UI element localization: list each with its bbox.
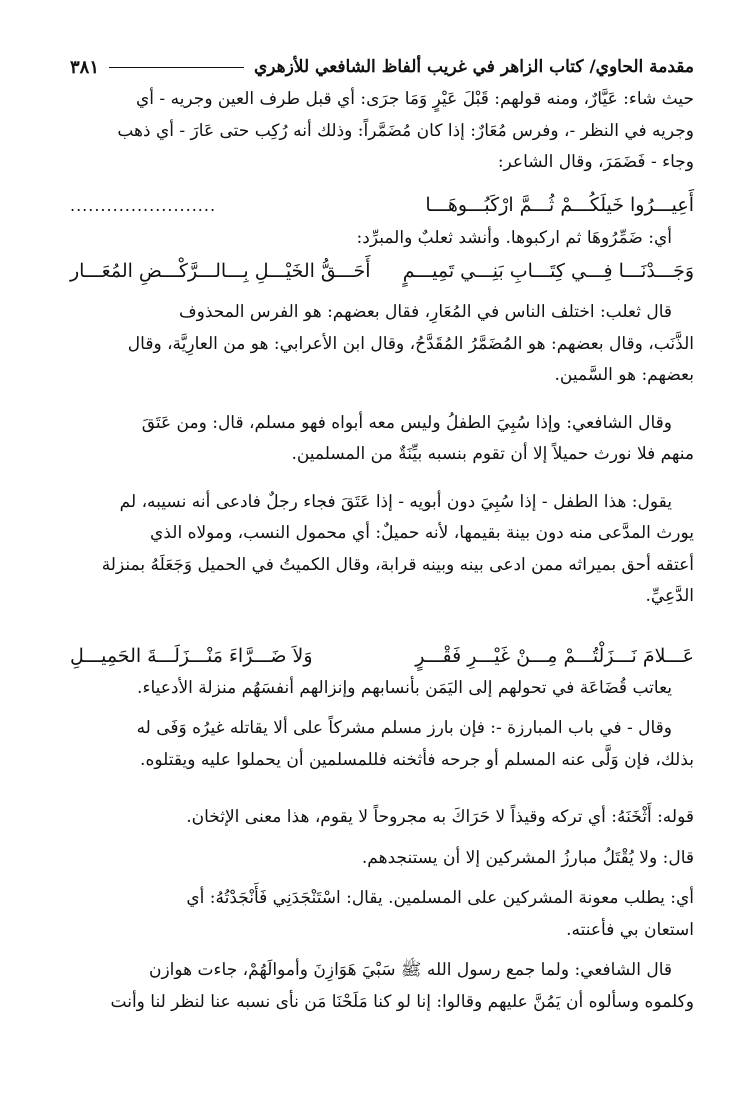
paragraph-hamil (70, 487, 694, 613)
text-line: استعان بي فأعنته. (566, 919, 694, 940)
text-line: وجاء - فَضَمَرَ، وقال الشاعر: (497, 152, 694, 172)
verse-first-hemistich: وَجَـــدْنَـــا فِـــي كِتَـــابِ بَنِـــي تَمِيـــمٍ (402, 260, 694, 282)
verse-line (70, 254, 694, 288)
header-rule (109, 67, 244, 68)
text-line: وكلموه وسألوه أن يَمُنَّ عليهم وقالوا: إنا لو كنا مَلَحْنَا مَن نأى نسبه عنا لنظر لنا وأنت (110, 991, 694, 1012)
paragraph-thalab (70, 297, 694, 392)
text-line: وقال الشافعي: وإذا سُبِيَ الطفلُ وليس معه أبواه فهو مسلم، قال: ومن عَتَقَ (141, 412, 672, 433)
text-line: يقول: هذا الطفل - إذا سُبِيَ دون أبويه - إذا عَتَقَ فجاء رجلٌ فادعى أنه نسيبه، لم (119, 491, 672, 512)
text-line: أي: ضَمِّرُوهَا ثم اركبوها. وأنشد ثعلبٌ والمبرِّد: (356, 227, 672, 248)
text-line: الدَّعِيِّ. (645, 586, 694, 606)
text-line: قال ثعلب: اختلف الناس في المُعَارِ، فقال بعضهم: هو الفرس المحذوف (179, 302, 672, 322)
verse-second-hemistich: وَلاَ ضَـــرَّاءَ مَنْـــزَلَـــةَ الحَمِيـــلِ (70, 644, 313, 667)
page-number: ٣٨١ (70, 56, 100, 78)
verse-line (70, 639, 694, 673)
text-line: قال الشافعي: ولما جمع رسول الله ﷺ سَبْيَ هَوَازِنَ وأموالَهُمْ، جاءت هوازن (148, 960, 672, 980)
text-line: بعضهم: هو السَّمين. (554, 365, 694, 385)
paragraph-mubaraza (70, 713, 694, 776)
text-line: يعاتب قُضَاعَة في تحولهم إلى اليَمَن بأنسابهم وإنزالهم أنفسَهُم منزلة الأدعياء. (137, 677, 672, 698)
paragraph-hawazin (70, 955, 694, 1018)
text-line: أعتقه أحق بميراثه ممن ادعى بينه وبينه قرابة، وقال الكميتُ في الحميل وَجَعَلَهُ بمنزلة (101, 554, 694, 575)
paragraph-mubariz: قال: ولا يُقْتَلُ مبارزُ المشركين إلا أن يستنجدهم. (361, 847, 694, 868)
verse-first-hemistich: أَعِيـــرُوا خَيلَكُـــمْ ثُـــمَّ ارْكَبُـــوهَـــا (425, 193, 694, 216)
paragraph-ayyar (70, 84, 694, 179)
paragraph-shafii-child (70, 408, 694, 471)
paragraph-athkhanahu: قوله: أَثْخَنَهُ: أي تركه وقيذاً لا حَرَاكَ به مجروحاً لا يقوم، هذا معنى الإثخان. (186, 807, 694, 827)
text-line: الذَّنَب، وقال بعضهم: هو المُضَمَّرُ المُقَدَّحُ، وقال ابن الأعرابي: هو من العارِيَّة، وقال (127, 333, 694, 354)
paragraph-istanjada (70, 883, 694, 946)
text-line: حيث شاء: عَيَّارٌ، ومنه قولهم: قَبْلَ عَيْرٍ وَمَا جرَى: أي قبل طرف العين وجريه - أي (136, 89, 694, 109)
running-header (70, 52, 694, 82)
text-line: وقال - في باب المبارزة -: فإن بارز مسلم مشركاً على ألا يقاتله غيرُه وَفَى له (136, 718, 672, 738)
text-line: وجريه في النظر -، وفرس مُعَارٌ: إذا كان مُضَمَّراً: وذلك أنه رُكِب حتى عَارَ - أي ذهب (117, 120, 694, 141)
text-line: يورث المدَّعى منه دون بينة بقيمها، لأنه حميلٌ: أي محمول النسب، ومولاه الذي (150, 523, 694, 543)
verse-first-hemistich: عَـــلامَ نَـــزَلْتُـــمْ مِـــنْ غَيْـــرِ فَقْـــرٍ (415, 644, 694, 667)
verse-second-hemistich: ........................ (70, 195, 217, 215)
text-line: منهم فلا نورث حميلاً إلا أن تقوم بنسبه بيِّنَةٌ من المسلمين. (291, 444, 694, 464)
text-line: بذلك، فإن وَلَّى عنه المسلم أو جرحه فأثخنه فللمسلمين أن يحملوا عليه ويقتلوه. (140, 749, 694, 770)
verse-second-hemistich: أَحَـــقُّ الخَيْـــلِ بِـــالـــرَّكْـــضِ المُعَـــار (70, 260, 371, 282)
running-title: مقدمة الحاوي/ كتاب الزاهر في غريب ألفاظ الشافعي للأزهري (253, 57, 694, 77)
verse-line (70, 188, 694, 223)
text-line: أي: يطلب معونة المشركين على المسلمين. يقال: اسْتَنْجَدَنِي فَأَنْجَدْتُهُ: أي (186, 888, 694, 908)
